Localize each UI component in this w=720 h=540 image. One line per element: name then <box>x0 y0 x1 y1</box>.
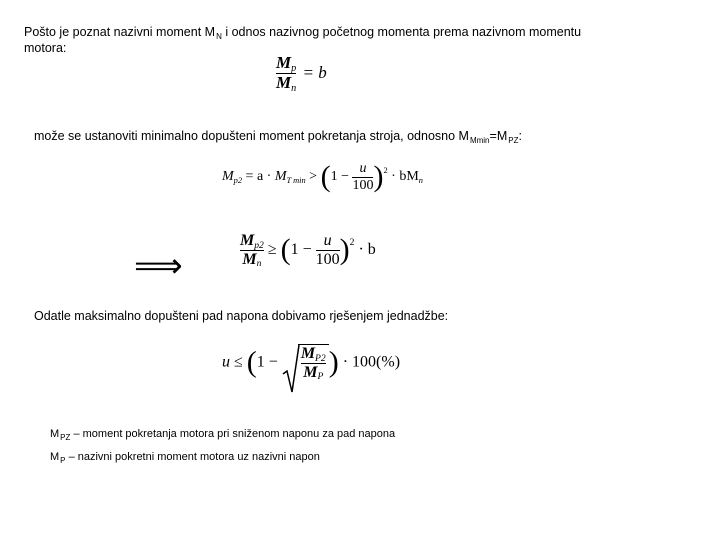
eq4-le: ≤ <box>234 353 243 371</box>
ratio-denominator: Mn <box>276 72 297 94</box>
eq2-square: 2 <box>383 165 388 175</box>
intro-line-1 <box>24 24 581 42</box>
equation-voltage-drop: u ≤ (1 − $\frac{MP2}{MP}$ ) · 100(%) <box>222 344 400 381</box>
eq3-square: 2 <box>349 237 355 249</box>
equation-condition: $\frac{Mp2}{Mn}$ ≥ (1 − $\frac{u}{100}$ )$^2$ · b <box>240 232 376 270</box>
eq3-ge: ≥ <box>267 241 277 259</box>
implication-arrow: ⟹ <box>134 248 183 285</box>
intro-text-a: Pošto je poznat nazivni moment M <box>24 25 216 39</box>
intro-subscript: N <box>216 32 222 41</box>
eq4-tail: · 100(%) <box>342 353 401 371</box>
eq3-one: 1 − <box>290 241 312 259</box>
eq3-fraction: $\frac{Mp2}{Mn}$ <box>240 232 264 270</box>
ratio-rhs: = b <box>302 63 327 83</box>
ratio-numerator: Mp <box>276 53 297 75</box>
ratio-fraction <box>276 54 296 92</box>
radical-sign <box>282 344 300 394</box>
intro-line-2: motora: <box>24 41 67 55</box>
legend-sub: PZ <box>60 433 71 442</box>
text2-c: : <box>518 129 522 143</box>
eq4-fraction: $\frac{MP2}{MP}$ <box>300 345 326 383</box>
legend-text: – nazivni pokretni moment motora uz nazivni napon <box>65 451 320 463</box>
legend-symbol: M <box>50 451 60 463</box>
eq2-gt: > <box>309 169 318 184</box>
legend-item-mp <box>50 449 320 466</box>
legend-text: – moment pokretanja motora pri sniženom naponu za pad napona <box>70 428 396 440</box>
text2-a: može se ustanoviti minimalno dopušteni moment pokretanja stroja, odnosno M <box>34 129 469 143</box>
square-root <box>282 344 329 381</box>
eq2-fraction: $\frac{u}{100}$ <box>352 161 374 193</box>
equation-ratio <box>276 54 327 92</box>
eq2-one: 1 − <box>330 169 349 184</box>
eq3-inner-fraction: $\frac{u}{100}$ <box>315 232 340 268</box>
eq2-op: = a · <box>245 169 272 184</box>
text-voltage-drop: Odatle maksimalno dopušteni pad napona dobivamo rješenjem jednadžbe: <box>34 309 449 323</box>
text2-b: =M <box>489 129 508 143</box>
legend-sub: P <box>60 456 66 465</box>
eq4-one: 1 − <box>256 353 278 371</box>
text-minimum-moment <box>34 128 522 146</box>
intro-text-b: i odnos nazivnog početnog momenta prema nazivnom momentu <box>221 25 582 39</box>
text2-sub2: PZ <box>508 136 519 145</box>
eq4-u: u <box>222 353 230 371</box>
text2-sub1: Mmin <box>469 136 490 145</box>
equation-minimum-moment: Mp2 = a · MT min > (1 − $\frac{u}{100}$ )$^2$ · bMn <box>222 160 423 193</box>
legend-symbol: M <box>50 428 60 440</box>
eq3-tail: · b <box>358 241 376 259</box>
legend-item-mpz <box>50 426 395 443</box>
